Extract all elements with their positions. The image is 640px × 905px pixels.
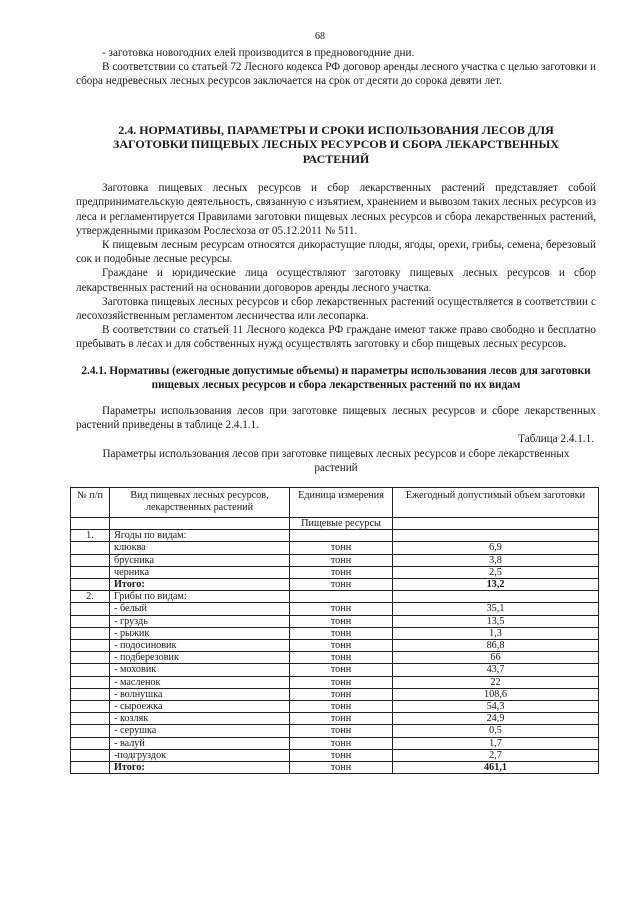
resource-volume: 2,7 bbox=[393, 749, 599, 761]
total-volume: 13,2 bbox=[393, 578, 599, 590]
resource-unit: тонн bbox=[290, 542, 393, 554]
resource-name: - козляк bbox=[110, 713, 290, 725]
table-row bbox=[71, 749, 599, 761]
resource-volume: 43,7 bbox=[393, 664, 599, 676]
total-unit: тонн bbox=[290, 578, 393, 590]
table-row bbox=[71, 627, 599, 639]
header-name: Вид пищевых лесных ресурсов, лекарственных растений bbox=[110, 487, 290, 517]
table-row bbox=[71, 615, 599, 627]
resource-volume: 13,5 bbox=[393, 615, 599, 627]
resource-unit: тонн bbox=[290, 603, 393, 615]
table-row bbox=[71, 652, 599, 664]
resource-unit: тонн bbox=[290, 749, 393, 761]
resource-volume: 108,6 bbox=[393, 688, 599, 700]
resource-unit: тонн bbox=[290, 676, 393, 688]
resource-name: черника bbox=[110, 566, 290, 578]
table-row bbox=[71, 542, 599, 554]
subsection-paragraph: Параметры использования лесов при заготовке пищевых лесных ресурсов и сборе лекарственных растений приведены в таблице 2.4.1.1. bbox=[76, 404, 596, 432]
resource-volume: 66 bbox=[393, 652, 599, 664]
resource-unit: тонн bbox=[290, 688, 393, 700]
page-content bbox=[76, 46, 596, 774]
total-unit: тонн bbox=[290, 762, 393, 774]
resource-name: клюква bbox=[110, 542, 290, 554]
table-section-row bbox=[71, 517, 599, 529]
resource-unit: тонн bbox=[290, 652, 393, 664]
resource-name: брусника bbox=[110, 554, 290, 566]
section-heading: 2.4. НОРМАТИВЫ, ПАРАМЕТРЫ И СРОКИ ИСПОЛЬЗОВАНИЯ ЛЕСОВ ДЛЯ ЗАГОТОВКИ ПИЩЕВЫХ ЛЕСНЫХ РЕСУРСОВ И СБОРА ЛЕКАРСТВЕННЫХ РАСТЕНИЙ bbox=[113, 122, 559, 166]
group-title-row bbox=[71, 591, 599, 603]
resource-name: - сыроежка bbox=[110, 701, 290, 713]
resource-name: - подберезовик bbox=[110, 652, 290, 664]
resource-name: - серушка bbox=[110, 725, 290, 737]
intro-bullet: - заготовка новогодних елей производится в предновогодние дни. bbox=[102, 47, 415, 59]
table-header-row bbox=[71, 487, 599, 517]
resource-volume: 24,9 bbox=[393, 713, 599, 725]
resource-volume: 1,7 bbox=[393, 737, 599, 749]
resource-volume: 2,5 bbox=[393, 566, 599, 578]
table-body bbox=[71, 517, 599, 773]
section-paragraph: Граждане и юридические лица осуществляют заготовку пищевых лесных ресурсов и сбор лекарственных растений на основании договоров аренды лесного участка. bbox=[76, 267, 596, 294]
resource-name: - моховик bbox=[110, 664, 290, 676]
section-label: Пищевые ресурсы bbox=[290, 517, 393, 529]
resource-unit: тонн bbox=[290, 627, 393, 639]
resource-volume: 6,9 bbox=[393, 542, 599, 554]
intro-paragraph: В соответствии со статьей 72 Лесного кодекса РФ договор аренды лесного участка с целью заготовки и сбора недревесных лесных ресурсов заключается на срок от десяти до сорока девяти лет. bbox=[76, 61, 596, 88]
resource-volume: 54,3 bbox=[393, 701, 599, 713]
table-row bbox=[71, 688, 599, 700]
header-unit: Единица измерения bbox=[290, 487, 393, 517]
group-title: Грибы по видам: bbox=[110, 591, 290, 603]
resource-unit: тонн bbox=[290, 615, 393, 627]
table-row bbox=[71, 566, 599, 578]
resource-volume: 1,3 bbox=[393, 627, 599, 639]
resources-table bbox=[70, 487, 599, 774]
table-row bbox=[71, 713, 599, 725]
section-paragraph: В соответствии со статьей 11 Лесного кодекса РФ граждане имеют также право свободно и бесплатно пребывать в лесах и для собственных нужд осуществлять заготовку и сбор пищевых лесных ресурсов. bbox=[76, 324, 596, 351]
section-paragraph: Заготовка пищевых лесных ресурсов и сбор лекарственных растений осуществляется в соответствии с лесохозяйственным регламентом лесничества или лесопарка. bbox=[76, 295, 596, 322]
resource-unit: тонн bbox=[290, 701, 393, 713]
resource-volume: 35,1 bbox=[393, 603, 599, 615]
table-row bbox=[71, 640, 599, 652]
section-paragraph: К пищевым лесным ресурсам относятся дикорастущие плоды, ягоды, орехи, грибы, семена, березовый сок и подобные лесные ресурсы. bbox=[76, 238, 596, 266]
table-row bbox=[71, 725, 599, 737]
header-volume: Ежегодный допустимый объем заготовки bbox=[393, 487, 599, 517]
section-paragraph: Заготовка пищевых лесных ресурсов и сбор лекарственных растений представляет собой предпринимательскую деятельность, связанную с изъятием, хранением и вывозом таких лесных ресурсов из леса и регламентируется Правилами заготовки пищевых лесных ресурсов и сбора лекарственных растений, утвержденными приказом Рослесхоза от 05.12.2011 № 511. bbox=[76, 182, 596, 237]
resource-volume: 86,8 bbox=[393, 640, 599, 652]
total-label: Итого: bbox=[110, 762, 290, 774]
resource-volume: 3,8 bbox=[393, 554, 599, 566]
table-row bbox=[71, 603, 599, 615]
table-row bbox=[71, 664, 599, 676]
resource-unit: тонн bbox=[290, 566, 393, 578]
resource-unit: тонн bbox=[290, 713, 393, 725]
resource-volume: 0,5 bbox=[393, 725, 599, 737]
resource-name: - белый bbox=[110, 603, 290, 615]
total-row bbox=[71, 578, 599, 590]
resource-volume: 22 bbox=[393, 676, 599, 688]
resource-name: - груздь bbox=[110, 615, 290, 627]
table-row bbox=[71, 676, 599, 688]
group-title-row bbox=[71, 530, 599, 542]
resource-unit: тонн bbox=[290, 725, 393, 737]
subsection-heading: 2.4.1. Нормативы (ежегодные допустимые объемы) и параметры использования лесов для заготовки пищевых лесных ресурсов и сбора лекарственных растений по их видам bbox=[81, 364, 591, 391]
resource-name: - волнушка bbox=[110, 688, 290, 700]
table-row bbox=[71, 737, 599, 749]
resource-unit: тонн bbox=[290, 640, 393, 652]
page-number: 68 bbox=[315, 31, 325, 42]
group-number: 2. bbox=[71, 591, 110, 603]
total-row bbox=[71, 762, 599, 774]
total-label: Итого: bbox=[110, 578, 290, 590]
table-row bbox=[71, 701, 599, 713]
resource-unit: тонн bbox=[290, 737, 393, 749]
resource-unit: тонн bbox=[290, 554, 393, 566]
group-number: 1. bbox=[71, 530, 110, 542]
resource-name: - подосиновик bbox=[110, 640, 290, 652]
resource-unit: тонн bbox=[290, 664, 393, 676]
resource-name: - рыжик bbox=[110, 627, 290, 639]
table-number-label: Таблица 2.4.1.1. bbox=[518, 433, 594, 446]
total-volume: 461,1 bbox=[393, 762, 599, 774]
table-row bbox=[71, 554, 599, 566]
resource-name: - масленок bbox=[110, 676, 290, 688]
group-title: Ягоды по видам: bbox=[110, 530, 290, 542]
resource-name: -подгруздок bbox=[110, 749, 290, 761]
header-num: № п/п bbox=[71, 487, 110, 517]
table-caption: Параметры использования лесов при заготовке пищевых лесных ресурсов и сборе лекарственных растений bbox=[102, 447, 570, 474]
resource-name: - валуй bbox=[110, 737, 290, 749]
